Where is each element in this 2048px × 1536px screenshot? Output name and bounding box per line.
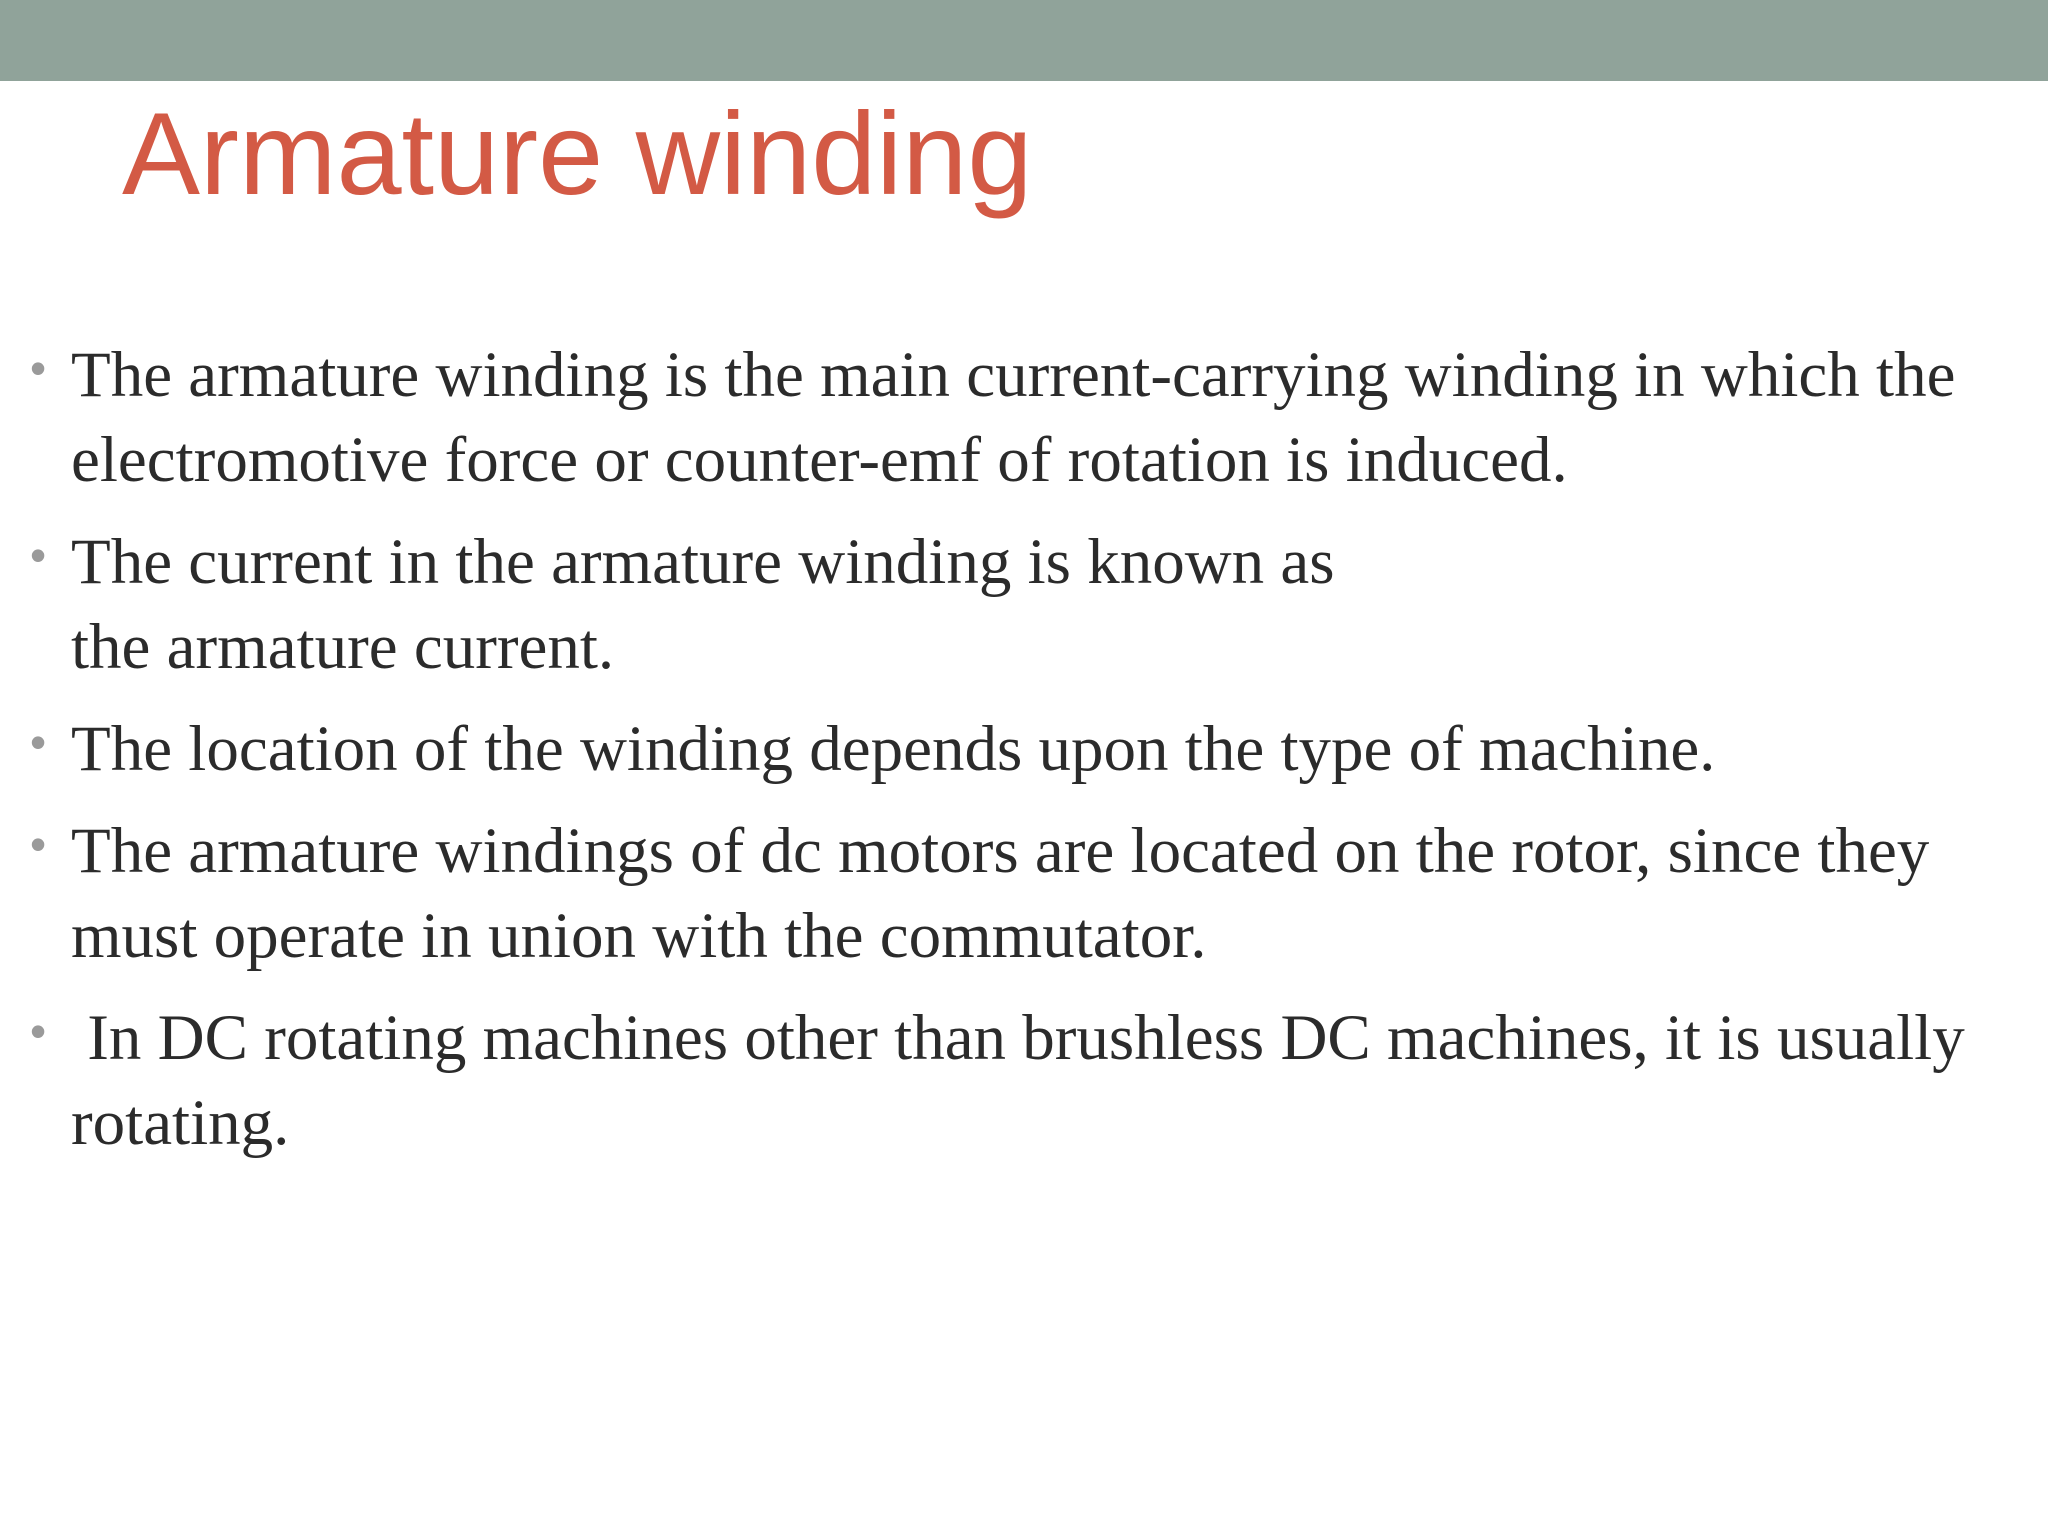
bullet-dot-icon: •: [30, 1005, 47, 1057]
bullet-dot-icon: •: [30, 818, 47, 870]
bullet-text: The armature windings of dc motors are located on the rotor, since they must operate in union with the commutator.: [71, 815, 1930, 972]
bullet-item: [30, 520, 2030, 690]
bullet-text: The armature winding is the main current-carrying winding in which the electromotive force or counter-emf of rotation is induced.: [71, 339, 1956, 496]
bullet-item: [30, 809, 2030, 979]
bullet-text: The current in the armature winding is known as the armature current.: [71, 526, 1335, 683]
top-accent-bar: [0, 0, 2048, 81]
bullet-item: [30, 333, 2030, 503]
bullet-dot-icon: •: [30, 529, 47, 581]
bullet-text: In DC rotating machines other than brushless DC machines, it is usually rotating.: [71, 1002, 1981, 1159]
bullet-list: [30, 333, 2030, 1183]
bullet-item: [30, 996, 2030, 1166]
slide-title: Armature winding: [122, 88, 1033, 219]
bullet-dot-icon: •: [30, 342, 47, 394]
bullet-item: [30, 707, 2030, 792]
bullet-text: The location of the winding depends upon the type of machine.: [71, 713, 1716, 785]
bullet-dot-icon: •: [30, 716, 47, 768]
